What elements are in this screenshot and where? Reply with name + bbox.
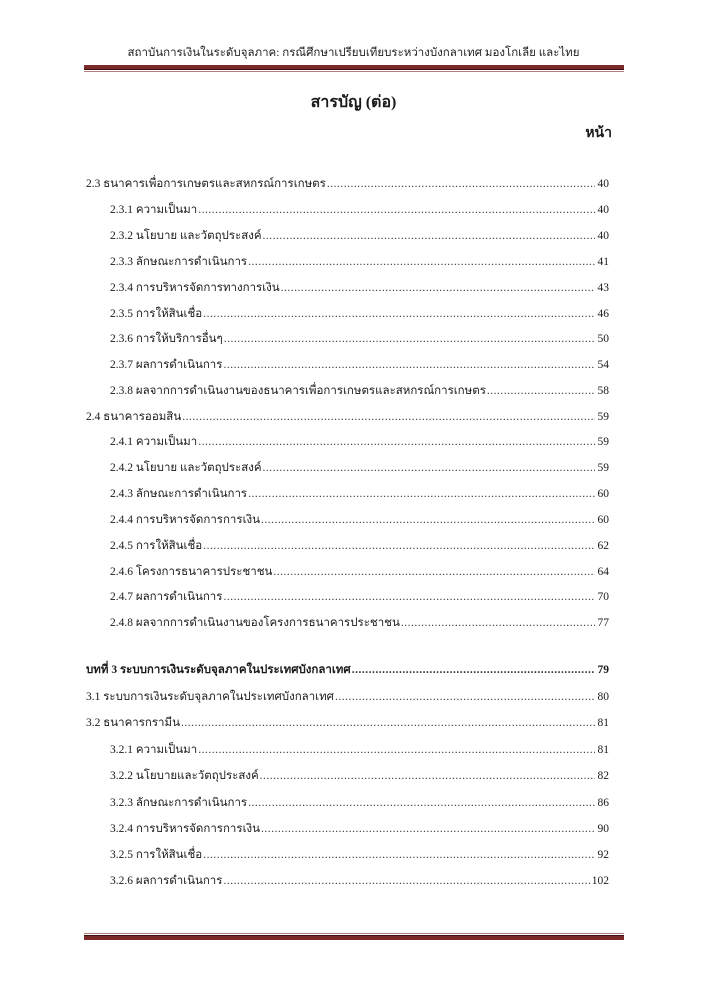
- leader-dots: [327, 175, 595, 193]
- toc-page-number: 59: [597, 436, 609, 448]
- toc-entry: [110, 588, 609, 606]
- toc-page-number: 62: [597, 540, 609, 552]
- toc-entry-text: 2.3.6 การให้บริการอื่นๆ: [110, 333, 223, 345]
- toc-entry: [110, 767, 609, 785]
- toc-entry-text: 3.2.5 การให้สินเชื่อ: [110, 849, 203, 861]
- toc-entry-text: 2.4.6 โครงการธนาคารประชาชน: [110, 566, 273, 578]
- toc-entry-text: 3.2 ธนาคารกรามีน: [86, 717, 180, 729]
- toc-entry: [110, 794, 609, 812]
- toc-entry: [110, 563, 609, 581]
- leader-dots: [223, 356, 595, 374]
- toc-entry-text: 3.2.3 ลักษณะการดำเนินการ: [110, 797, 248, 809]
- toc-page-number: 64: [597, 566, 609, 578]
- leader-dots: [223, 588, 595, 606]
- leader-dots: [248, 253, 595, 271]
- toc-page-number: 86: [597, 797, 609, 809]
- toc-entry-text: 2.4.8 ผลจากการดำเนินงานของโครงการธนาคารประชาชน: [110, 617, 400, 629]
- toc-page-number: 77: [597, 617, 609, 629]
- toc-entry: [110, 330, 609, 348]
- toc-entry-text: 2.3 ธนาคารเพื่อการเกษตรและสหกรณ์การเกษตร: [86, 178, 326, 190]
- toc-page-number: 59: [597, 462, 609, 474]
- leader-dots: [198, 433, 595, 451]
- toc-entry: [110, 382, 609, 400]
- leader-dots: [352, 661, 595, 679]
- toc-page-number: 80: [597, 691, 609, 703]
- leader-dots: [248, 794, 595, 812]
- leader-dots: [261, 511, 595, 529]
- toc-entry-text: 2.3.3 ลักษณะการดำเนินการ: [110, 256, 248, 268]
- header-rule: [84, 65, 624, 70]
- toc-entry-text: 2.4.5 การให้สินเชื่อ: [110, 540, 203, 552]
- leader-dots: [198, 201, 595, 219]
- leader-dots: [273, 563, 595, 581]
- toc-entry-text: 2.3.8 ผลจากการดำเนินงานของธนาคารเพื่อการเกษตรและสหกรณ์การเกษตร: [110, 385, 486, 397]
- toc-page-number: 81: [597, 744, 609, 756]
- leader-dots: [335, 688, 595, 706]
- leader-dots: [181, 714, 595, 732]
- toc-entry: [86, 408, 609, 426]
- leader-dots: [203, 846, 595, 864]
- toc-entry-text: 2.4.4 การบริหารจัดการการเงิน: [110, 514, 260, 526]
- toc-entry: [110, 846, 609, 864]
- toc-entry: [110, 872, 609, 890]
- toc-page-number: 58: [597, 385, 609, 397]
- toc-entry-text: 2.4 ธนาคารออมสิน: [86, 411, 182, 423]
- page-title: สารบัญ (ต่อ): [310, 94, 397, 111]
- toc-entry-text: 3.2.2 นโยบายและวัตถุประสงค์: [110, 770, 259, 782]
- leader-dots: [223, 872, 589, 890]
- toc-page-number: 43: [597, 282, 609, 294]
- footer-rule-thin: [84, 933, 624, 934]
- toc-entry: [110, 537, 609, 555]
- leader-dots: [261, 820, 595, 838]
- toc-entry: [110, 356, 609, 374]
- toc-entry: [110, 227, 609, 245]
- leader-dots: [224, 330, 595, 348]
- leader-dots: [487, 382, 595, 400]
- toc-entry-text: 2.3.7 ผลการดำเนินการ: [110, 359, 223, 371]
- toc-entry-text: 2.3.1 ความเป็นมา: [110, 204, 198, 216]
- leader-dots: [203, 305, 595, 323]
- toc-page-number: 60: [597, 514, 609, 526]
- footer-rule: [84, 935, 624, 940]
- toc-page-number: 81: [597, 717, 609, 729]
- leader-dots: [248, 485, 595, 503]
- toc-entry: [110, 305, 609, 323]
- toc-entry: [110, 485, 609, 503]
- toc-entry-text: 2.4.3 ลักษณะการดำเนินการ: [110, 488, 248, 500]
- toc-page-number: 54: [597, 359, 609, 371]
- toc-page-number: 90: [597, 823, 609, 835]
- leader-dots: [198, 741, 595, 759]
- toc-page-number: 79: [597, 664, 609, 676]
- toc-entry-text: 2.4.2 นโยบาย และวัตถุประสงค์: [110, 462, 262, 474]
- leader-dots: [263, 227, 595, 245]
- toc-entry: [86, 688, 609, 706]
- toc-page-number: 60: [597, 488, 609, 500]
- toc-entry: [110, 279, 609, 297]
- toc-entry: [86, 175, 609, 193]
- toc-page-number: 40: [597, 178, 609, 190]
- toc-page-number: 59: [597, 411, 609, 423]
- toc-page-number: 50: [597, 333, 609, 345]
- leader-dots: [182, 408, 595, 426]
- toc-page-number: 40: [597, 230, 609, 242]
- toc-page-number: 40: [597, 204, 609, 216]
- toc-entry-text: 2.4.1 ความเป็นมา: [110, 436, 198, 448]
- toc-entry-text: 3.2.1 ความเป็นมา: [110, 744, 198, 756]
- leader-dots: [401, 614, 595, 632]
- toc-page-number: 92: [597, 849, 609, 861]
- toc-entry-text: 2.3.4 การบริหารจัดการทางการเงิน: [110, 282, 280, 294]
- toc-entry-text: 2.3.5 การให้สินเชื่อ: [110, 308, 203, 320]
- toc-entry-text: 3.2.6 ผลการดำเนินการ: [110, 875, 223, 887]
- toc-entry: [110, 741, 609, 759]
- toc-page-number: 46: [597, 308, 609, 320]
- leader-dots: [260, 767, 595, 785]
- toc-page-number: 102: [591, 875, 609, 887]
- page-column-label: หน้า: [585, 126, 612, 141]
- toc-entry: [110, 614, 609, 632]
- toc-entry: [86, 714, 609, 732]
- toc-entry-text: บทที่ 3 ระบบการเงินระดับจุลภาคในประเทศบังกลาเทศ: [86, 664, 351, 676]
- toc-entry: [110, 433, 609, 451]
- toc-entry-text: 3.2.4 การบริหารจัดการการเงิน: [110, 823, 260, 835]
- toc-entry: [110, 253, 609, 271]
- toc-page-number: 41: [597, 256, 609, 268]
- leader-dots: [281, 279, 595, 297]
- toc-entry: [110, 820, 609, 838]
- toc-entry: [110, 201, 609, 219]
- header-rule-thin: [84, 71, 624, 72]
- toc-entry: [110, 459, 609, 477]
- toc-entry-text: 2.4.7 ผลการดำเนินการ: [110, 591, 223, 603]
- toc-page-number: 70: [597, 591, 609, 603]
- toc-entry: [110, 511, 609, 529]
- toc-page-number: 82: [597, 770, 609, 782]
- leader-dots: [203, 537, 595, 555]
- running-header: สถาบันการเงินในระดับจุลภาค: กรณีศึกษาเปรียบเทียบระหว่างบังกลาเทศ มองโกเลีย และไทย: [127, 47, 580, 59]
- toc-chapter-entry: [86, 661, 609, 679]
- leader-dots: [263, 459, 595, 477]
- toc-entry-text: 2.3.2 นโยบาย และวัตถุประสงค์: [110, 230, 262, 242]
- toc-entry-text: 3.1 ระบบการเงินระดับจุลภาคในประเทศบังกลาเทศ: [86, 691, 334, 703]
